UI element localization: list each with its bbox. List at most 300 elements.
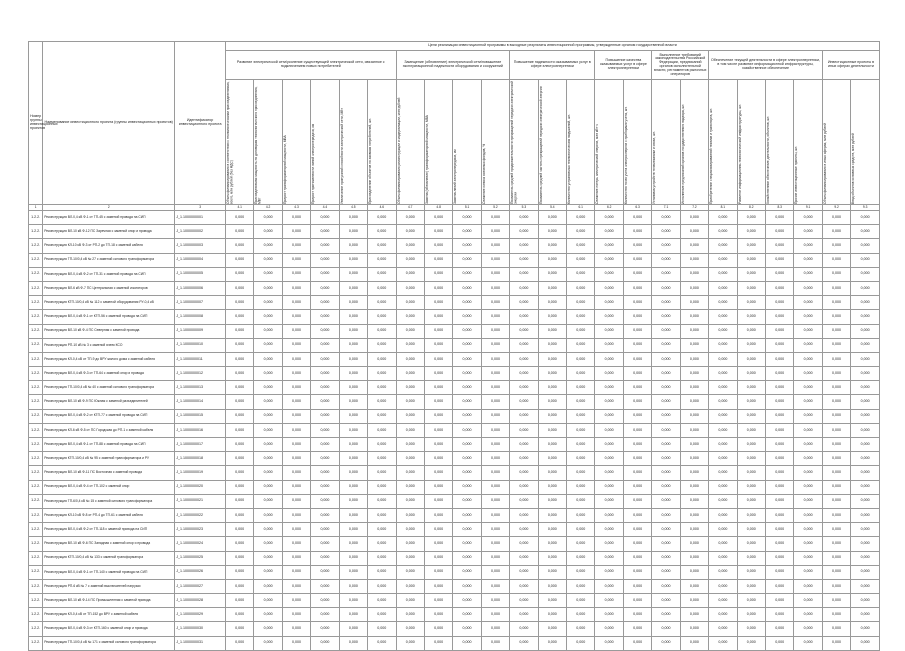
indicator-value: 0,000 — [822, 523, 850, 537]
indicator-value: 0,000 — [737, 579, 765, 593]
table-row — [29, 494, 880, 508]
indicator-value: 0,000 — [680, 494, 708, 508]
indicator-value: 0,000 — [368, 523, 396, 537]
indicator-value: 0,000 — [652, 395, 680, 409]
indicator-value: 0,000 — [396, 438, 424, 452]
project-id: J_1.1000000023 — [175, 523, 226, 537]
indicator-value: 0,000 — [311, 281, 339, 295]
subcol-header-23 — [851, 80, 880, 205]
indicator-value: 0,000 — [424, 452, 452, 466]
indicator-value: 0,000 — [453, 296, 481, 310]
indicator-value: 0,000 — [709, 494, 737, 508]
indicator-value: 0,000 — [396, 565, 424, 579]
indicator-value: 0,000 — [737, 594, 765, 608]
indicator-value: 0,000 — [481, 594, 509, 608]
row-number: 1.2.2. — [29, 565, 43, 579]
group-header-2: Замещение (обновление) электрической сети/повышение эксплуатационной надежности оборудования и сооружений — [396, 51, 510, 80]
indicator-value: 0,000 — [510, 608, 538, 622]
indicator-value: 0,000 — [282, 537, 310, 551]
indicator-value: 0,000 — [282, 636, 310, 650]
indicator-value: 0,000 — [339, 594, 367, 608]
indicator-value: 0,000 — [737, 466, 765, 480]
indicator-value: 0,000 — [396, 281, 424, 295]
indicator-value: 0,000 — [851, 452, 880, 466]
indicator-value: 0,000 — [595, 438, 623, 452]
indicator-value: 0,000 — [424, 409, 452, 423]
indicator-value: 0,000 — [709, 452, 737, 466]
indicator-value: 0,000 — [794, 537, 822, 551]
indicator-value: 0,000 — [567, 395, 595, 409]
indicator-value: 0,000 — [368, 395, 396, 409]
indicator-value: 0,000 — [225, 352, 253, 366]
indicator-value: 0,000 — [510, 523, 538, 537]
indicator-value: 0,000 — [765, 281, 793, 295]
column-number: 9.2 — [822, 205, 850, 211]
column-number: 8.2 — [737, 205, 765, 211]
indicator-value: 0,000 — [567, 367, 595, 381]
project-name: Реконструкция ВЛ-10 кВ Ф-6 ПС Западная с заменой опор и провода — [43, 537, 175, 551]
indicator-value: 0,000 — [254, 310, 282, 324]
indicator-value: 0,000 — [282, 608, 310, 622]
indicator-value: 0,000 — [652, 211, 680, 225]
project-id: J_1.1000000003 — [175, 239, 226, 253]
indicator-value: 0,000 — [311, 594, 339, 608]
indicator-value: 0,000 — [765, 381, 793, 395]
row-number: 1.2.2. — [29, 452, 43, 466]
indicator-value: 0,000 — [510, 438, 538, 452]
indicator-value: 0,000 — [822, 508, 850, 522]
indicator-value: 0,000 — [396, 381, 424, 395]
project-name: Реконструкция ТП-10/0,4 кВ № 40 с заменой силового трансформатора — [43, 381, 175, 395]
project-name: Реконструкция РП-10 кВ № 3 с заменой ячеек КСО — [43, 338, 175, 352]
indicator-value: 0,000 — [652, 423, 680, 437]
indicator-value: 0,000 — [538, 608, 566, 622]
indicator-value: 0,000 — [339, 466, 367, 480]
indicator-value: 0,000 — [339, 296, 367, 310]
indicator-value: 0,000 — [254, 324, 282, 338]
indicator-value: 0,000 — [339, 367, 367, 381]
group-header-4: Повышение качества оказываемых услуг в сфере электроэнергетики — [595, 51, 652, 80]
indicator-value: 0,000 — [538, 253, 566, 267]
indicator-value: 0,000 — [680, 310, 708, 324]
indicator-value: 0,000 — [595, 452, 623, 466]
indicator-value: 0,000 — [396, 225, 424, 239]
indicator-value: 0,000 — [538, 310, 566, 324]
indicator-value: 0,000 — [424, 537, 452, 551]
indicator-value: 0,000 — [453, 438, 481, 452]
indicator-value: 0,000 — [481, 296, 509, 310]
indicator-value: 0,000 — [225, 636, 253, 650]
indicator-value: 0,000 — [737, 381, 765, 395]
indicator-value: 0,000 — [709, 551, 737, 565]
indicator-value: 0,000 — [652, 438, 680, 452]
indicator-value: 0,000 — [680, 594, 708, 608]
indicator-value: 0,000 — [424, 423, 452, 437]
indicator-value: 0,000 — [225, 296, 253, 310]
indicator-value: 0,000 — [794, 423, 822, 437]
subcol-header-text: Развитие информационно-технологической инфраструктуры, шт. — [737, 104, 742, 204]
indicator-value: 0,000 — [822, 480, 850, 494]
project-id: J_1.1000000015 — [175, 409, 226, 423]
indicator-value: 0,000 — [538, 551, 566, 565]
indicator-value: 0,000 — [339, 452, 367, 466]
indicator-value: 0,000 — [311, 395, 339, 409]
indicator-value: 0,000 — [567, 338, 595, 352]
indicator-value: 0,000 — [680, 537, 708, 551]
indicator-value: 0,000 — [368, 324, 396, 338]
indicator-value: 0,000 — [481, 565, 509, 579]
indicator-value: 0,000 — [822, 395, 850, 409]
subcol-header-18 — [709, 80, 737, 205]
subcol-header-7 — [396, 80, 424, 205]
indicator-value: 0,000 — [254, 579, 282, 593]
subcol-header-15 — [623, 80, 651, 205]
indicator-value: 0,000 — [424, 352, 452, 366]
indicator-value: 0,000 — [822, 381, 850, 395]
indicator-value: 0,000 — [567, 551, 595, 565]
indicator-value: 0,000 — [595, 324, 623, 338]
indicator-value: 0,000 — [311, 310, 339, 324]
indicator-value: 0,000 — [794, 480, 822, 494]
indicator-value: 0,000 — [254, 594, 282, 608]
indicator-value: 0,000 — [737, 253, 765, 267]
indicator-value: 0,000 — [822, 551, 850, 565]
indicator-value: 0,000 — [567, 537, 595, 551]
subcol-header-text: Прочие инвестиционные проекты, шт. — [794, 146, 799, 204]
indicator-value: 0,000 — [567, 466, 595, 480]
indicator-value: 0,000 — [765, 594, 793, 608]
indicator-value: 0,000 — [567, 608, 595, 622]
indicator-value: 0,000 — [481, 324, 509, 338]
subcol-header-text: Увеличение пропускной способности электрической сети, МВт — [339, 108, 344, 204]
indicator-value: 0,000 — [652, 608, 680, 622]
project-name: Реконструкция ТП-10/0,4 кВ № 27 с заменой силового трансформатора — [43, 253, 175, 267]
indicator-value: 0,000 — [424, 225, 452, 239]
indicator-value: 0,000 — [794, 211, 822, 225]
indicator-value: 0,000 — [510, 636, 538, 650]
indicator-value: 0,000 — [311, 551, 339, 565]
indicator-value: 0,000 — [737, 338, 765, 352]
row-number: 1.2.2. — [29, 622, 43, 636]
indicator-value: 0,000 — [794, 296, 822, 310]
project-name: Реконструкция КЛ-0,4 кВ от ТП-9 до ВРУ жилого дома с заменой кабеля — [43, 352, 175, 366]
project-name: Реконструкция КЛ-6 кВ Ф-5 от ПС Городская до РП-1 с заменой кабеля — [43, 423, 175, 437]
indicator-value: 0,000 — [737, 636, 765, 650]
indicator-value: 0,000 — [510, 338, 538, 352]
indicator-value: 0,000 — [765, 438, 793, 452]
column-number: 7.1 — [652, 205, 680, 211]
indicator-value: 0,000 — [680, 253, 708, 267]
indicator-value: 0,000 — [623, 409, 651, 423]
indicator-value: 0,000 — [567, 452, 595, 466]
indicator-value: 0,000 — [538, 565, 566, 579]
indicator-value: 0,000 — [396, 480, 424, 494]
indicator-value: 0,000 — [453, 594, 481, 608]
indicator-value: 0,000 — [396, 338, 424, 352]
group-header-7: Инвестиционные проекты в иных сферах деятельности — [822, 51, 879, 80]
indicator-value: 0,000 — [822, 338, 850, 352]
indicator-value: 0,000 — [794, 395, 822, 409]
indicator-value: 0,000 — [794, 636, 822, 650]
indicator-value: 0,000 — [538, 352, 566, 366]
indicator-value: 0,000 — [282, 239, 310, 253]
subcol-header-13 — [567, 80, 595, 205]
indicator-value: 0,000 — [765, 466, 793, 480]
row-number: 1.2.2. — [29, 324, 43, 338]
indicator-value: 0,000 — [709, 338, 737, 352]
indicator-value: 0,000 — [282, 267, 310, 281]
col-header-id: Идентификатор инвестиционного проекта — [175, 42, 226, 205]
indicator-value: 0,000 — [254, 523, 282, 537]
indicator-value: 0,000 — [851, 466, 880, 480]
indicator-value: 0,000 — [368, 579, 396, 593]
indicator-value: 0,000 — [254, 452, 282, 466]
indicator-value: 0,000 — [794, 466, 822, 480]
project-name: Реконструкция ВЛ-10 кВ Ф-9 ПС Южная с заменой разъединителей — [43, 395, 175, 409]
project-id: J_1.1000000027 — [175, 579, 226, 593]
indicator-value: 0,000 — [339, 211, 367, 225]
indicator-value: 0,000 — [623, 523, 651, 537]
indicator-value: 0,000 — [623, 296, 651, 310]
indicator-value: 0,000 — [424, 267, 452, 281]
row-number: 1.2.2. — [29, 211, 43, 225]
investment-program-table — [28, 41, 880, 651]
indicator-value: 0,000 — [254, 253, 282, 267]
indicator-value: 0,000 — [822, 622, 850, 636]
indicator-value: 0,000 — [822, 579, 850, 593]
indicator-value: 0,000 — [794, 281, 822, 295]
project-id: J_1.1000000028 — [175, 594, 226, 608]
indicator-value: 0,000 — [282, 253, 310, 267]
indicator-value: 0,000 — [623, 324, 651, 338]
indicator-value: 0,000 — [254, 367, 282, 381]
indicator-value: 0,000 — [623, 381, 651, 395]
column-number: 4.5 — [339, 205, 367, 211]
table-row — [29, 423, 880, 437]
subcol-header-text: Хозяйственное обеспечение деятельности, объектов, шт. — [765, 115, 770, 204]
indicator-value: 0,000 — [822, 494, 850, 508]
indicator-value: 0,000 — [225, 381, 253, 395]
indicator-value: 0,000 — [225, 438, 253, 452]
indicator-value: 0,000 — [481, 352, 509, 366]
indicator-value: 0,000 — [424, 395, 452, 409]
indicator-value: 0,000 — [567, 622, 595, 636]
indicator-value: 0,000 — [481, 409, 509, 423]
indicator-value: 0,000 — [282, 324, 310, 338]
row-number: 1.2.2. — [29, 579, 43, 593]
indicator-value: 0,000 — [254, 211, 282, 225]
indicator-value: 0,000 — [453, 253, 481, 267]
indicator-value: 0,000 — [737, 395, 765, 409]
indicator-value: 0,000 — [424, 594, 452, 608]
indicator-value: 0,000 — [481, 636, 509, 650]
indicator-value: 0,000 — [765, 565, 793, 579]
project-name: Реконструкция ВЛ-0,4 кВ Ф-1 от КТП-56 с заменой провода на СИП — [43, 310, 175, 324]
indicator-value: 0,000 — [567, 324, 595, 338]
indicator-value: 0,000 — [453, 579, 481, 593]
indicator-value: 0,000 — [254, 409, 282, 423]
indicator-value: 0,000 — [481, 395, 509, 409]
table-row — [29, 409, 880, 423]
indicator-value: 0,000 — [709, 594, 737, 608]
indicator-value: 0,000 — [481, 466, 509, 480]
indicator-value: 0,000 — [595, 508, 623, 522]
indicator-value: 0,000 — [794, 579, 822, 593]
indicator-value: 0,000 — [396, 579, 424, 593]
indicator-value: 0,000 — [737, 281, 765, 295]
indicator-value: 0,000 — [709, 381, 737, 395]
indicator-value: 0,000 — [623, 608, 651, 622]
indicator-value: 0,000 — [311, 608, 339, 622]
indicator-value: 0,000 — [765, 338, 793, 352]
project-id: J_1.1000000018 — [175, 452, 226, 466]
indicator-value: 0,000 — [737, 409, 765, 423]
indicator-value: 0,000 — [453, 551, 481, 565]
indicator-value: 0,000 — [709, 537, 737, 551]
indicator-value: 0,000 — [595, 565, 623, 579]
indicator-value: 0,000 — [765, 622, 793, 636]
indicator-value: 0,000 — [510, 225, 538, 239]
table-row — [29, 381, 880, 395]
indicator-value: 0,000 — [794, 324, 822, 338]
indicator-value: 0,000 — [368, 352, 396, 366]
indicator-value: 0,000 — [709, 324, 737, 338]
subcol-header-6 — [368, 80, 396, 205]
table-row — [29, 565, 880, 579]
indicator-value: 0,000 — [794, 565, 822, 579]
project-id: J_1.1000000004 — [175, 253, 226, 267]
indicator-value: 0,000 — [623, 225, 651, 239]
row-number: 1.2.2. — [29, 239, 43, 253]
indicator-value: 0,000 — [225, 267, 253, 281]
project-name: Реконструкция ТП-10/0,4 кВ № 171 с заменой силового трансформатора — [43, 636, 175, 650]
indicator-value: 0,000 — [623, 395, 651, 409]
indicator-value: 0,000 — [225, 523, 253, 537]
indicator-value: 0,000 — [595, 395, 623, 409]
indicator-value: 0,000 — [311, 225, 339, 239]
indicator-value: 0,000 — [851, 211, 880, 225]
row-number: 1.2.2. — [29, 494, 43, 508]
project-id: J_1.1000000022 — [175, 508, 226, 522]
indicator-value: 0,000 — [652, 381, 680, 395]
indicator-value: 0,000 — [680, 367, 708, 381]
indicator-value: 0,000 — [567, 565, 595, 579]
indicator-value: 0,000 — [567, 636, 595, 650]
indicator-value: 0,000 — [538, 367, 566, 381]
indicator-value: 0,000 — [595, 537, 623, 551]
group-header-1: Развитие электрической сети/усиление существующей электрической сети, связанное с подключением новых потребителей — [225, 51, 396, 80]
subcol-header-8 — [424, 80, 452, 205]
indicator-value: 0,000 — [680, 281, 708, 295]
indicator-value: 0,000 — [282, 438, 310, 452]
indicator-value: 0,000 — [794, 381, 822, 395]
indicator-value: 0,000 — [311, 324, 339, 338]
indicator-value: 0,000 — [822, 253, 850, 267]
indicator-value: 0,000 — [709, 480, 737, 494]
column-number: 5.1 — [453, 205, 481, 211]
indicator-value: 0,000 — [282, 523, 310, 537]
indicator-value: 0,000 — [424, 466, 452, 480]
indicator-value: 0,000 — [424, 338, 452, 352]
indicator-value: 0,000 — [567, 494, 595, 508]
indicator-value: 0,000 — [623, 338, 651, 352]
indicator-value: 0,000 — [765, 367, 793, 381]
indicator-value: 0,000 — [453, 352, 481, 366]
indicator-value: 0,000 — [254, 565, 282, 579]
indicator-value: 0,000 — [538, 452, 566, 466]
indicator-value: 0,000 — [709, 367, 737, 381]
indicator-value: 0,000 — [424, 565, 452, 579]
indicator-value: 0,000 — [765, 579, 793, 593]
indicator-value: 0,000 — [595, 579, 623, 593]
indicator-value: 0,000 — [481, 508, 509, 522]
indicator-value: 0,000 — [851, 296, 880, 310]
indicator-value: 0,000 — [254, 480, 282, 494]
indicator-value: 0,000 — [794, 367, 822, 381]
indicator-value: 0,000 — [225, 239, 253, 253]
indicator-value: 0,000 — [311, 452, 339, 466]
row-number: 1.2.2. — [29, 438, 43, 452]
indicator-value: 0,000 — [623, 253, 651, 267]
indicator-value: 0,000 — [396, 551, 424, 565]
table-row — [29, 523, 880, 537]
indicator-value: 0,000 — [453, 267, 481, 281]
indicator-value: 0,000 — [453, 423, 481, 437]
table-row — [29, 253, 880, 267]
row-number: 1.2.2. — [29, 310, 43, 324]
indicator-value: 0,000 — [794, 594, 822, 608]
indicator-value: 0,000 — [339, 381, 367, 395]
row-number: 1.2.2. — [29, 466, 43, 480]
project-id: J_1.1000000025 — [175, 551, 226, 565]
indicator-value: 0,000 — [737, 452, 765, 466]
table-row — [29, 480, 880, 494]
indicator-value: 0,000 — [424, 296, 452, 310]
indicator-value: 0,000 — [680, 480, 708, 494]
indicator-value: 0,000 — [623, 281, 651, 295]
indicator-value: 0,000 — [424, 523, 452, 537]
indicator-value: 0,000 — [822, 594, 850, 608]
col-header-name: Наименование инвестиционного проекта (группы инвестиционных проектов) — [43, 42, 175, 205]
indicator-value: 0,000 — [652, 466, 680, 480]
indicator-value: 0,000 — [851, 225, 880, 239]
indicator-value: 0,000 — [794, 409, 822, 423]
indicator-value: 0,000 — [453, 367, 481, 381]
indicator-value: 0,000 — [652, 296, 680, 310]
indicator-value: 0,000 — [794, 452, 822, 466]
indicator-value: 0,000 — [709, 211, 737, 225]
indicator-value: 0,000 — [680, 211, 708, 225]
subcol-header-text: Присоединение объектов по заявкам потребителей, шт. — [368, 118, 373, 204]
subcol-header-text: Количество точек учета электроэнергии с приборами учета, шт. — [623, 106, 628, 204]
indicator-value: 0,000 — [424, 438, 452, 452]
project-name: Реконструкция ВЛ-0,4 кВ Ф-3 от КТП-160 с заменой опор и провода — [43, 622, 175, 636]
indicator-value: 0,000 — [254, 352, 282, 366]
subcol-header-text: Прирост трансформаторной мощности, МВА — [282, 135, 287, 204]
indicator-value: 0,000 — [453, 452, 481, 466]
indicator-value: 0,000 — [481, 537, 509, 551]
column-number: 8.3 — [765, 205, 793, 211]
indicator-value: 0,000 — [339, 551, 367, 565]
indicator-value: 0,000 — [680, 452, 708, 466]
indicator-value: 0,000 — [254, 537, 282, 551]
indicator-value: 0,000 — [851, 281, 880, 295]
indicator-value: 0,000 — [368, 608, 396, 622]
indicator-value: 0,000 — [339, 508, 367, 522]
indicator-value: 0,000 — [481, 579, 509, 593]
indicator-value: 0,000 — [680, 296, 708, 310]
indicator-value: 0,000 — [282, 211, 310, 225]
